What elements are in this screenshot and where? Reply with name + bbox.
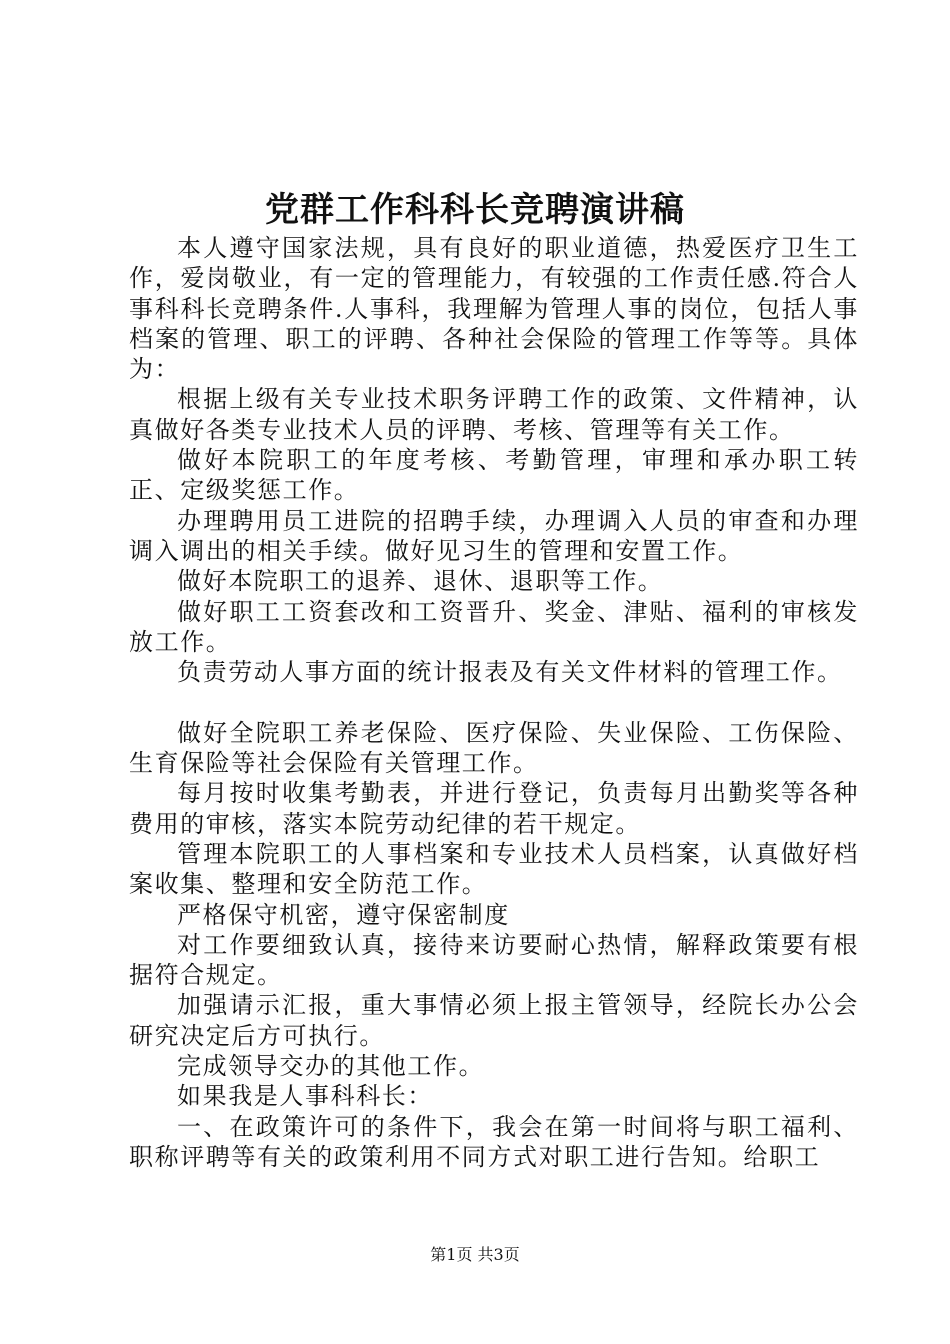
paragraph-duty-2: 做好本院职工的年度考核、考勤管理，审理和承办职工转正、定级奖惩工作。 — [129, 446, 859, 505]
paragraph-duty-3: 办理聘用员工进院的招聘手续，办理调入人员的审查和办理调入调出的相关手续。做好见习生的管理和安置工作。 — [129, 506, 859, 565]
paragraph-duty-5: 做好职工工资套改和工资晋升、奖金、津贴、福利的审核发放工作。 — [129, 597, 859, 656]
document-body — [129, 233, 859, 1172]
paragraph-duty-11: 对工作要细致认真，接待来访要耐心热情，解释政策要有根据符合规定。 — [129, 930, 859, 990]
page-footer: 第1页 共3页 — [430, 1245, 520, 1264]
paragraph-duty-12: 加强请示汇报，重大事情必须上报主管领导，经院长办公会研究决定后方可执行。 — [129, 991, 859, 1050]
paragraph-if-i-am: 如果我是人事科科长： — [177, 1082, 433, 1111]
paragraph-duty-9: 管理本院职工的人事档案和专业技术人员档案，认真做好档案收集、整理和安全防范工作。 — [129, 839, 859, 899]
paragraph-plan-1: 一、在政策许可的条件下，我会在第一时间将与职工福利、职称评聘等有关的政策利用不同方式对职工进行告知。给职工 — [129, 1112, 859, 1171]
paragraph-duty-10: 严格保守机密，遵守保密制度 — [177, 900, 510, 929]
paragraph-duty-13: 完成领导交办的其他工作。 — [177, 1052, 485, 1081]
paragraph-duty-7: 做好全院职工养老保险、医疗保险、失业保险、工伤保险、生育保险等社会保险有关管理工作。 — [129, 718, 859, 778]
document-title: 党群工作科科长竞聘演讲稿 — [265, 190, 685, 230]
blank-line — [129, 687, 859, 717]
paragraph-duty-4: 做好本院职工的退养、退休、退职等工作。 — [177, 567, 664, 596]
paragraph-duty-6: 负责劳动人事方面的统计报表及有关文件材料的管理工作。 — [177, 658, 843, 687]
paragraph-duty-1: 根据上级有关专业技术职务评聘工作的政策、文件精神，认真做好各类专业技术人员的评聘、考核、管理等有关工作。 — [129, 385, 859, 444]
paragraph-intro: 本人遵守国家法规，具有良好的职业道德，热爱医疗卫生工作，爱岗敬业，有一定的管理能力，有较强的工作责任感.符合人事科科长竞聘条件.人事科，我理解为管理人事的岗位，包括人事档案的管理、职工的评聘、各种社会保险的管理工作等等。具体为： — [129, 234, 859, 384]
paragraph-duty-8: 每月按时收集考勤表，并进行登记，负责每月出勤奖等各种费用的审核，落实本院劳动纪律的若干规定。 — [129, 779, 859, 838]
